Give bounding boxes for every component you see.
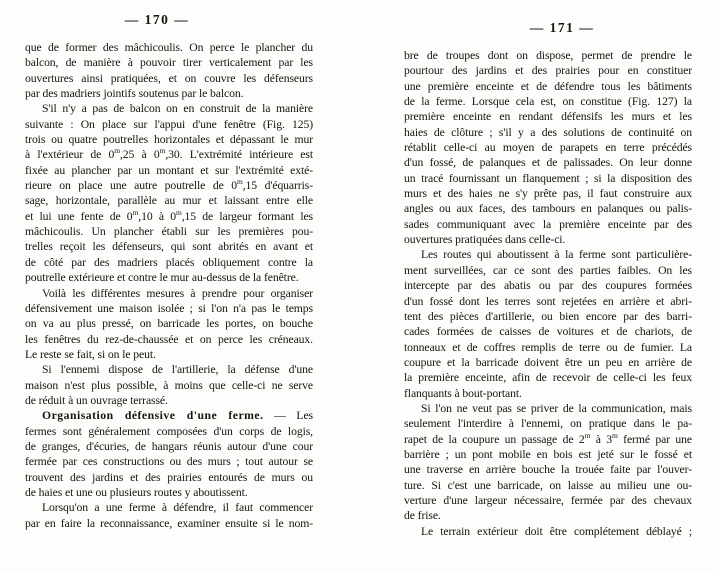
text-line: rapet de la coupure un passage de 2$^m$ à 3$^m$ fermé par une	[404, 431, 692, 446]
text-line: Si l'on ne veut pas se priver de la communication, mais	[421, 401, 692, 415]
text-line: par des madriers jointifs soutenus par le balcon.	[25, 87, 244, 101]
text-line: fixée au plancher par un montant et sur l'extrémité exté-	[25, 163, 313, 177]
text-line: par en faire la reconnaissance, examiner ensuite si le nom-	[25, 516, 313, 530]
text-line: flanquants à bout-portant.	[404, 386, 522, 400]
text-line: tent des pièces d'artillerie, ou bien encore par des barri-	[404, 309, 692, 323]
text-line: à l'extérieur de 0$^m$,25 à 0$^m$,30. L'extrémité intérieure est	[25, 147, 313, 162]
text-line: ment surveillées, car ce sont des parties faibles. On les	[404, 263, 692, 277]
text-line: murs et des haies ne s'y prête pas, il faut construire aux	[404, 187, 692, 201]
text-line: d'un fossé dont les terres sont rejetées en arrière et abri-	[404, 294, 692, 308]
text-line: de granges, d'écuries, de hangars réunis autour d'une cour	[25, 439, 313, 453]
page-right	[404, 20, 692, 539]
page-left	[25, 12, 313, 531]
text-line: pourtour des jardins et des prairies pour en constituer	[404, 64, 692, 78]
text-line: d'un fossé, de palanques et de palissades. On leur donne	[404, 156, 692, 170]
text-line: ouvertures ainsi pratiquées, et on couvre les défenseurs	[25, 71, 313, 85]
text-line: fermes sont généralement composées d'un corps de logis,	[25, 424, 313, 438]
text-line: trelles reçoit les défenseurs, qui sont abrités en avant et	[25, 240, 313, 254]
text-line: balcon, de manière à pouvoir tirer verticalement par les	[25, 56, 313, 70]
text-line: trouvent des jardins et des prairies entourés de murs ou	[25, 470, 313, 484]
page-right-text-column	[404, 48, 692, 539]
text-line: sage, horizontale, parallèle au mur et laissant entre elle	[25, 194, 313, 208]
text-line: de la ferme. Lorsque cela est, on constitue (Fig. 127) la	[404, 95, 692, 109]
page-left-text-column	[25, 40, 313, 531]
text-line: de haies et une ou plusieurs routes y aboutissent.	[25, 485, 248, 499]
text-line: de côté par des madriers placés obliquement contre la	[25, 255, 313, 269]
text-line: Le reste se fait, si on le peut.	[25, 347, 156, 361]
page-number-left: — 170 —	[124, 12, 190, 27]
text-line: maison n'est plus possible, à moins que celle-ci ne serve	[25, 378, 313, 392]
text-line: fermée par ces constructions ou des murs ; tout autour se	[25, 455, 313, 469]
text-line: de réduit à un ouvrage terrassé.	[25, 393, 168, 407]
text-line: verture d'une largeur nécessaire, fermée par des chevaux	[404, 493, 692, 507]
text-line: poutrelle extérieure et contre le mur au-dessus de la fenêtre.	[25, 271, 299, 285]
text-line: Si l'ennemi dispose de l'artillerie, la défense d'une	[42, 363, 313, 377]
text-line: bre de troupes dont on dispose, permet de prendre le	[404, 49, 692, 62]
text-line: Les routes qui aboutissent à la ferme sont particulière-	[421, 248, 692, 262]
text-line: sades communiquant avec la première enceinte par des	[404, 217, 692, 231]
page-number-right: — 171 —	[529, 20, 595, 35]
text-line: la première enceinte, afin de recevoir de celle-ci les feux	[404, 371, 692, 385]
text-line: mâchicoulis. Un plancher établi sur les premières pou-	[25, 225, 313, 239]
text-line: barrière ; un pont mobile en bois est jeté sur le fossé et	[404, 447, 692, 461]
text-line: défensivement une maison isolée ; si l'on n'a pas le temps	[25, 301, 313, 315]
text-line: et lui une fente de 0$^m$,10 à 0$^m$,15 de largeur formant les	[25, 208, 313, 223]
text-line: cades formées de caisses de voitures et de chariots, de	[404, 325, 692, 339]
text-line: de frise.	[404, 509, 441, 523]
text-line: ouvertures pratiquées dans celle-ci.	[404, 233, 566, 247]
text-line: suivante : On place sur l'appui d'une fenêtre (Fig. 125)	[25, 117, 313, 131]
text-line: coupure et la barricade doivent être un peu en arrière de	[404, 355, 692, 369]
text-line: intercepte par des abatis ou par des coupures formées	[404, 279, 692, 293]
text-line: rétablit celle-ci au moyen de parapets en terre précédés	[404, 141, 692, 155]
text-line: une traverse en arrière bouche la trouée faite par l'ouver-	[404, 463, 692, 477]
text-line: un tracé fournissant un flanquement ; si la disposition des	[404, 171, 692, 185]
text-line: trois ou quatre poutrelles horizontales et dépassant le mur	[25, 133, 313, 147]
text-line: tonneaux et de coffres remplis de terre ou de fumier. La	[404, 340, 692, 354]
text-line: les fenêtres du rez-de-chaussée et on perce les créneaux.	[25, 332, 313, 346]
text-line: haies de clôture ; s'il y a des solutions de continuité on	[404, 125, 692, 139]
text-line: Organisation défensive d'une ferme. — Les	[42, 409, 313, 423]
text-line: angles ou aux faces, des tambours en palanques ou palis-	[404, 202, 692, 216]
text-line: rieure on place une autre poutrelle de 0$^m$,15 d'équarris-	[25, 178, 313, 193]
text-line: ture. Si c'est une barricade, on laisse au milieu une ou-	[404, 478, 692, 492]
text-line: Le terrain extérieur doit être complétement déblayé ;	[421, 524, 692, 538]
text-line: Voilà les différentes mesures à prendre pour organiser	[42, 286, 313, 300]
text-line: S'il n'y a pas de balcon on en construit de la manière	[42, 102, 313, 116]
text-line: que de former des mâchicoulis. On perce le plancher du	[25, 41, 313, 54]
text-line: Lorsqu'on a une ferme à défendre, il faut commencer	[42, 501, 313, 515]
text-line: seulement l'interdire à l'ennemi, on pratique dans le pa-	[404, 417, 692, 431]
text-line: première enceinte en rendant défensifs les murs et les	[404, 110, 692, 124]
text-line: on va au plus pressé, on barricade les portes, on bouche	[25, 317, 313, 331]
text-line: une première enceinte et de défendre tous les bâtiments	[404, 79, 692, 93]
